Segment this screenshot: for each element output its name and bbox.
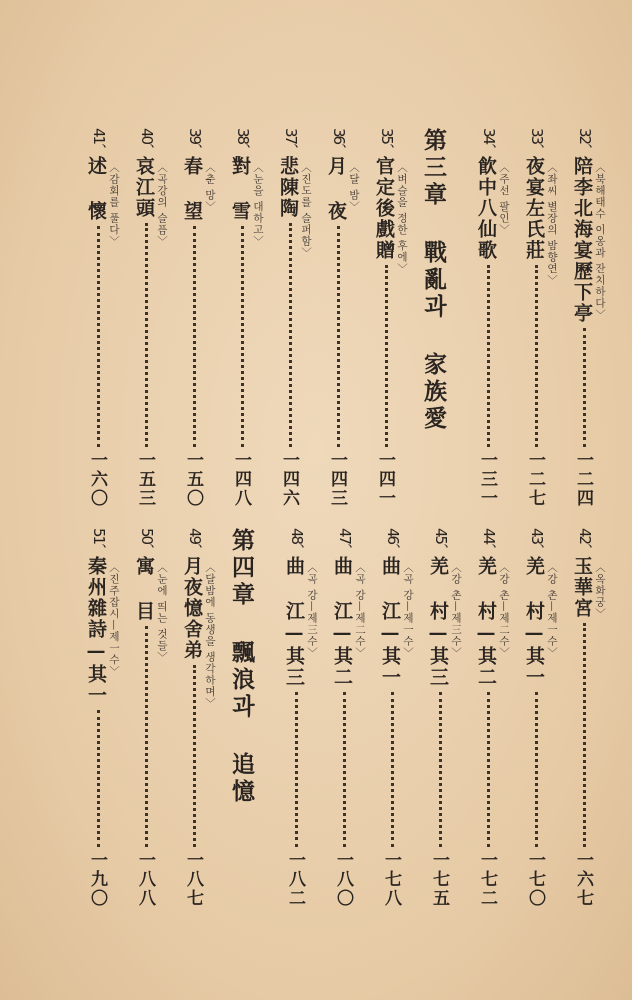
entry-title: 悲陳陶 [277,156,299,220]
entry-page-number: 一七〇 [525,851,545,908]
entry-title: 述 懷 [85,156,107,223]
dot-leader [439,692,442,847]
entry-page-number: 一六〇 [87,451,107,508]
entry-page-number: 一八〇 [333,851,353,908]
entry-title: 曲 江—其二 [331,556,353,689]
entry-subtitle: 〈좌씨 별장의 밤향연〉 [546,162,558,286]
entry-subtitle: 〈달밤에 동생을 생각하며〉 [204,562,216,709]
entry-page-number: 一八七 [183,851,203,908]
entry-subtitle: 〈눈에 띄는 것들〉 [156,562,168,663]
dot-leader [391,692,394,847]
dot-leader [193,226,196,447]
entry-number: 40、 [138,128,156,157]
entry-subtitle: 〈곡 강—제三수〉 [306,562,318,659]
dot-leader [145,223,148,447]
toc-block-top [20,128,610,508]
dot-leader [535,265,538,447]
entry-page-number: 一五〇 [183,451,203,508]
entry-title: 曲 江—其三 [283,556,305,689]
dot-leader [535,692,538,847]
entry-title: 羌 村—其一 [523,556,545,689]
dot-leader [241,226,244,447]
entry-page-number: 一三一 [477,451,497,508]
entry-page-number: 一四八 [231,451,251,508]
entry-number: 45、 [432,528,450,557]
entry-number: 34、 [480,128,498,157]
entry-subtitle: 〈주선 팔인〉 [498,162,510,236]
dot-leader [337,226,340,447]
entry-page-number: 一四一 [375,451,395,508]
entry-page-number: 一二四 [573,451,593,508]
entry-subtitle: 〈달 밤〉 [348,162,360,213]
entry-title: 陪李北海宴歷下亭 [571,156,593,325]
entry-title: 飮中八仙歌 [475,156,497,262]
dot-leader [487,265,490,447]
entry-page-number: 一八二 [285,851,305,908]
chapter-heading-4: 第四章 飄浪과 追憶 [228,528,255,806]
entry-number: 38、 [234,128,252,157]
entry-page-number: 一七五 [429,851,449,908]
dot-leader [583,623,586,847]
entry-page-number: 一四六 [279,451,299,508]
dot-leader [487,692,490,847]
dot-leader [97,710,100,847]
entry-title: 對 雪 [229,156,251,223]
entry-page-number: 一七八 [381,851,401,908]
toc-block-bottom [20,528,610,908]
entry-title: 寓 目 [133,556,155,623]
chapter-heading-3: 第三章 戰亂과 家族愛 [420,128,447,433]
entry-number: 50、 [138,528,156,557]
entry-title: 官定後戲贈 [373,156,395,262]
entry-subtitle: 〈강 촌—제三수〉 [450,562,462,659]
entry-number: 51、 [90,528,108,557]
entry-page-number: 一七二 [477,851,497,908]
entry-page-number: 一四三 [327,451,347,508]
dot-leader [193,665,196,847]
entry-subtitle: 〈강 촌—제一수〉 [546,562,558,659]
entry-title: 羌 村—其二 [475,556,497,689]
entry-number: 48、 [288,528,306,557]
entry-subtitle: 〈춘 망〉 [204,162,216,213]
entry-page-number: 一五三 [135,451,155,508]
entry-subtitle: 〈옥화궁〉 [594,562,606,620]
entry-number: 39、 [186,128,204,157]
dot-leader [583,328,586,447]
entry-page-number: 一八八 [135,851,155,908]
entry-number: 41、 [90,128,108,157]
entry-subtitle: 〈벼슬을 정한 후에〉 [396,162,408,275]
entry-title: 哀江頭 [133,156,155,220]
entry-number: 47、 [336,528,354,557]
entry-subtitle: 〈강 촌—제二수〉 [498,562,510,659]
dot-leader [343,692,346,847]
entry-subtitle: 〈북해태수 이옹과 잔치하다〉 [594,162,606,321]
entry-title: 月 夜 [325,156,347,223]
entry-subtitle: 〈눈을 대하고〉 [252,162,264,247]
entry-number: 43、 [528,528,546,557]
entry-number: 37、 [282,128,300,157]
entry-number: 42、 [576,528,594,557]
entry-number: 49、 [186,528,204,557]
entry-page-number: 一九〇 [87,851,107,908]
entry-title: 羌 村—其三 [427,556,449,689]
entry-title: 曲 江—其一 [379,556,401,689]
entry-number: 46、 [384,528,402,557]
dot-leader [97,226,100,447]
dot-leader [145,626,148,847]
dot-leader [295,692,298,847]
entry-number: 44、 [480,528,498,557]
entry-title: 夜宴左氏莊 [523,156,545,262]
entry-number: 35、 [378,128,396,157]
entry-subtitle: 〈곡 강—제一수〉 [402,562,414,659]
entry-subtitle: 〈진도를 슬퍼함〉 [300,162,312,259]
entry-number: 33、 [528,128,546,157]
entry-page-number: 一六七 [573,851,593,908]
entry-title: 玉華宮 [571,556,593,620]
entry-title: 秦州雜詩—其一 [85,556,107,707]
entry-title: 月夜憶舍弟 [181,556,203,662]
entry-number: 36、 [330,128,348,157]
dot-leader [289,223,292,447]
entry-title: 春 望 [181,156,203,223]
entry-subtitle: 〈곡 강—제二수〉 [354,562,366,659]
entry-subtitle: 〈감회를 풀다〉 [108,162,120,247]
entry-page-number: 一二七 [525,451,545,508]
entry-number: 32、 [576,128,594,157]
dot-leader [385,265,388,447]
entry-subtitle: 〈곡강의 슬픔〉 [156,162,168,247]
entry-subtitle: 〈진주잡시—제一수〉 [108,562,120,677]
